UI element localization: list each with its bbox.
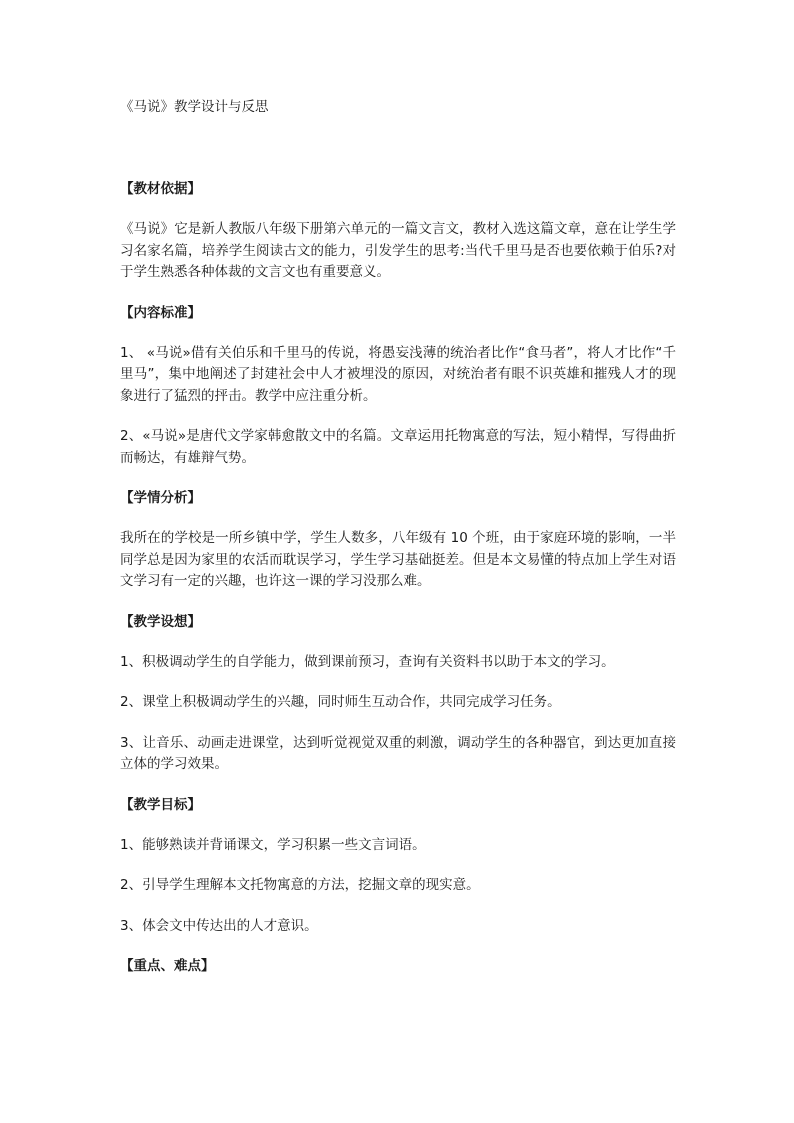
- section-heading-teaching-goals: 【教学目标】: [120, 796, 201, 813]
- paragraph: 我所在的学校是一所乡镇中学，学生人数多，八年级有 10 个班，由于家庭环境的影响，一半同学总是因为家里的农活而耽误学习，学生学习基础挺差。但是本文易懂的特点加上学生对语文学习有一定的兴趣，也许这一课的学习没那么难。: [120, 530, 676, 589]
- paragraph: 2、引导学生理解本文托物寓意的方法，挖掘文章的现实意。: [120, 877, 480, 893]
- section-heading-content-standard: 【内容标准】: [120, 304, 201, 321]
- document-body: [120, 179, 676, 996]
- section-heading-teaching-plan: 【教学设想】: [120, 613, 201, 630]
- paragraph: 3、体会文中传达出的人才意识。: [120, 917, 318, 934]
- paragraph: 《马说》它是新人教版八年级下册第六单元的一篇文言文，教材入选这篇文章，意在让学生学习名家名篇，培养学生阅读古文的能力，引发学生的思考:当代千里马是否也要依赖于伯乐?对于学生熟悉各种体裁的文言文也有重要意义。: [120, 221, 676, 280]
- paragraph: 3、让音乐、动画走进课堂，达到听觉视觉双重的刺激，调动学生的各种器官，到达更加直接立体的学习效果。: [120, 734, 676, 772]
- section-heading-learner-analysis: 【学情分析】: [120, 490, 201, 506]
- paragraph: 1、 «马说»借有关伯乐和千里马的传说，将愚妄浅薄的统治者比作“食马者”，将人才比作“千里马”，集中地阐述了封建社会中人才被埋没的原因，对统治者有眼不识英雄和摧残人才的现象进行了猛烈的抨击。教学中应注重分析。: [120, 344, 676, 404]
- paragraph: 2、«马说»是唐代文学家韩愈散文中的名篇。文章运用托物寓意的写法，短小精悍，写得曲折而畅达，有雄辩气势。: [120, 428, 676, 466]
- section-heading-textbook-basis: 【教材依据】: [120, 181, 201, 197]
- paragraph: 2、课堂上积极调动学生的兴趣，同时师生互动合作，共同完成学习任务。: [120, 694, 561, 710]
- paragraph: 1、能够熟读并背诵课文，学习积累一些文言词语。: [120, 836, 426, 853]
- paragraph: 1、积极调动学生的自学能力，做到课前预习，查询有关资料书以助于本文的学习。: [120, 653, 615, 670]
- document-title: 《马说》教学设计与反思: [120, 99, 269, 115]
- section-heading-key-difficult-points: 【重点、难点】: [120, 958, 215, 974]
